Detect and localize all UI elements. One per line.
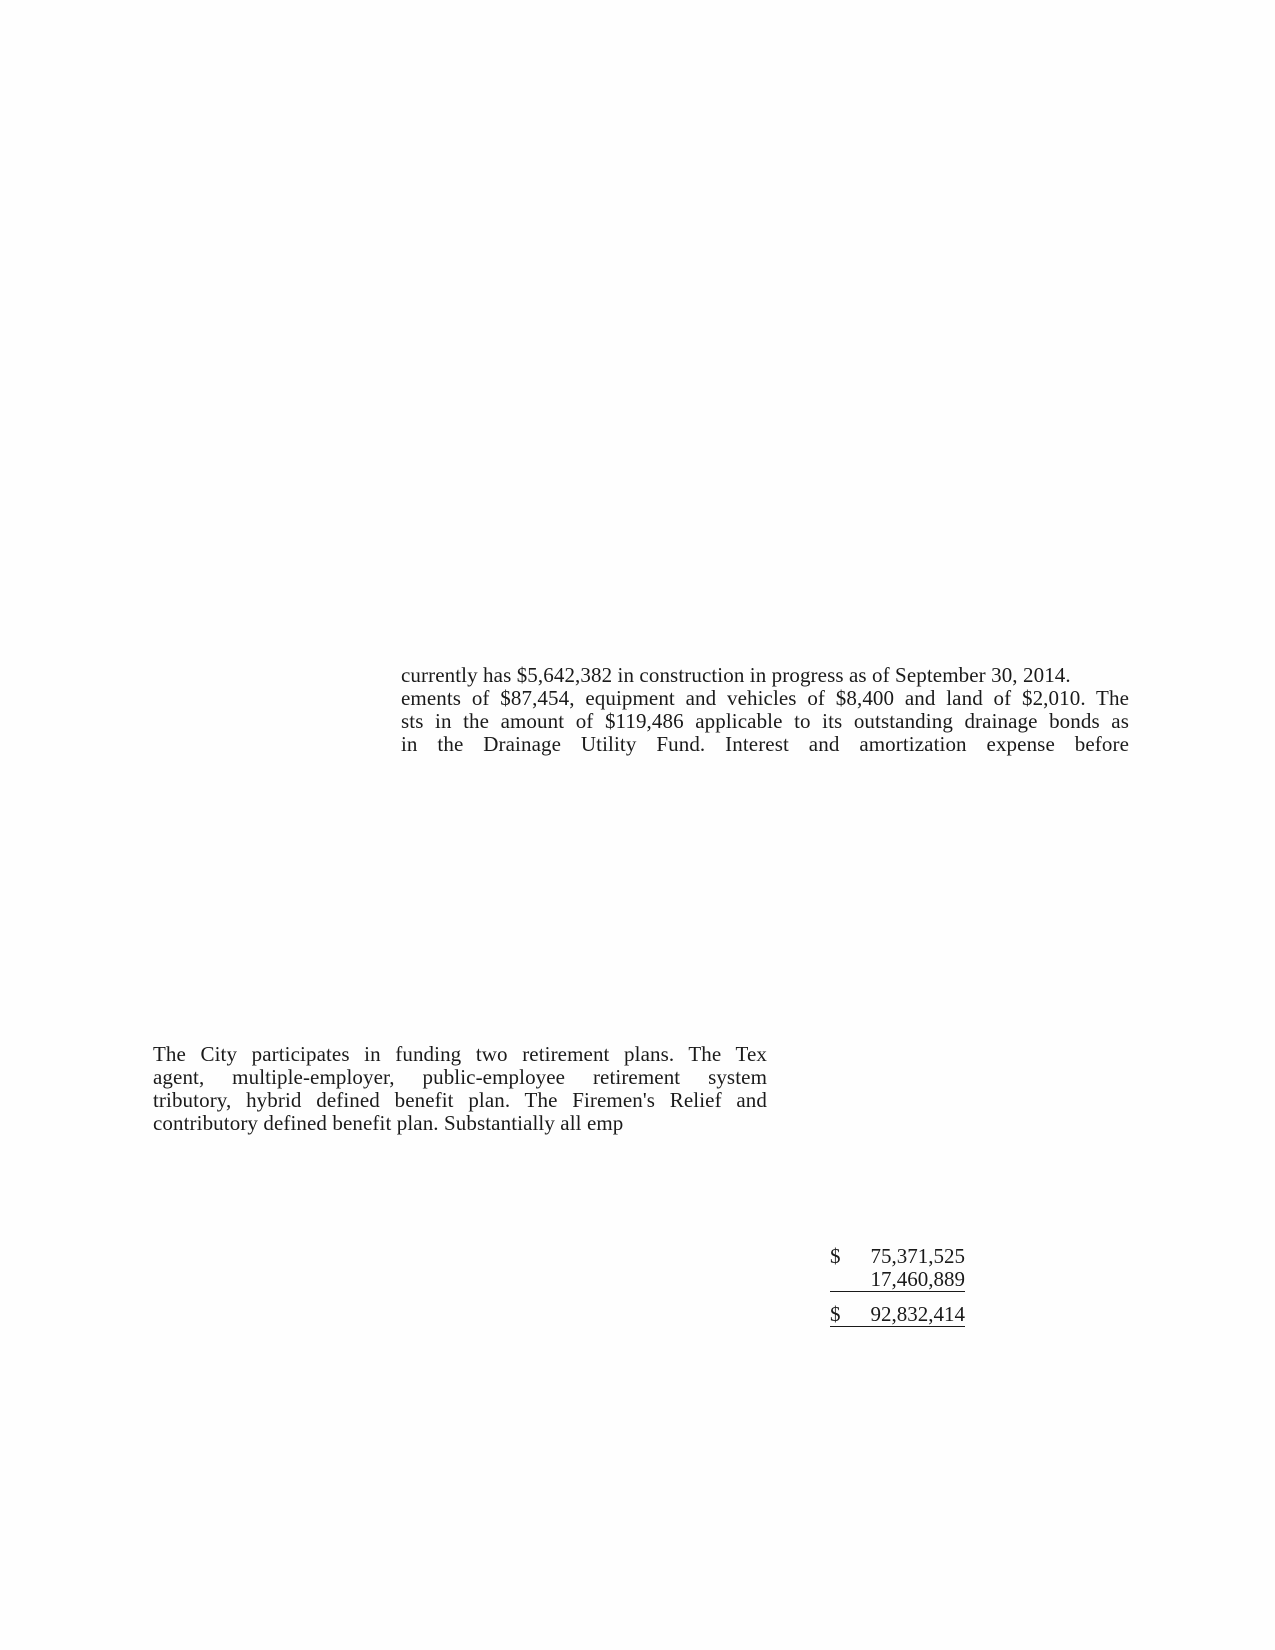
- paragraph-line: agent, multiple-employer, public-employee retirement system: [153, 1065, 767, 1089]
- amount-row-subtotal: [830, 1268, 965, 1292]
- amount-value: 17,460,889: [870, 1267, 965, 1291]
- paragraph-line: sts in the amount of $119,486 applicable to its outstanding drainage bonds as: [401, 709, 1129, 733]
- paragraph-line: ements of $87,454, equipment and vehicles of $8,400 and land of $2,010. The: [401, 686, 1129, 710]
- paragraph-line: contributory defined benefit plan. Substantially all emp: [153, 1111, 624, 1135]
- retirement-plans-paragraph: [153, 1043, 767, 1135]
- total-value: 92,832,414: [870, 1302, 965, 1326]
- paragraph-line: in the Drainage Utility Fund. Interest and amortization expense before: [401, 732, 1129, 756]
- amount-value: 75,371,525: [870, 1244, 965, 1268]
- dollar-sign: $: [830, 1302, 841, 1326]
- amount-row: [830, 1245, 965, 1268]
- amounts-column: [830, 1245, 965, 1327]
- amount-total-row: [830, 1303, 965, 1327]
- construction-in-progress-paragraph: [401, 664, 1129, 756]
- paragraph-line: The City participates in funding two retirement plans. The Tex: [153, 1042, 767, 1066]
- paragraph-line: tributory, hybrid defined benefit plan. The Firemen's Relief and: [153, 1088, 767, 1112]
- paragraph-line: currently has $5,642,382 in construction in progress as of September 30, 2014.: [401, 663, 1071, 687]
- dollar-sign: $: [830, 1244, 841, 1268]
